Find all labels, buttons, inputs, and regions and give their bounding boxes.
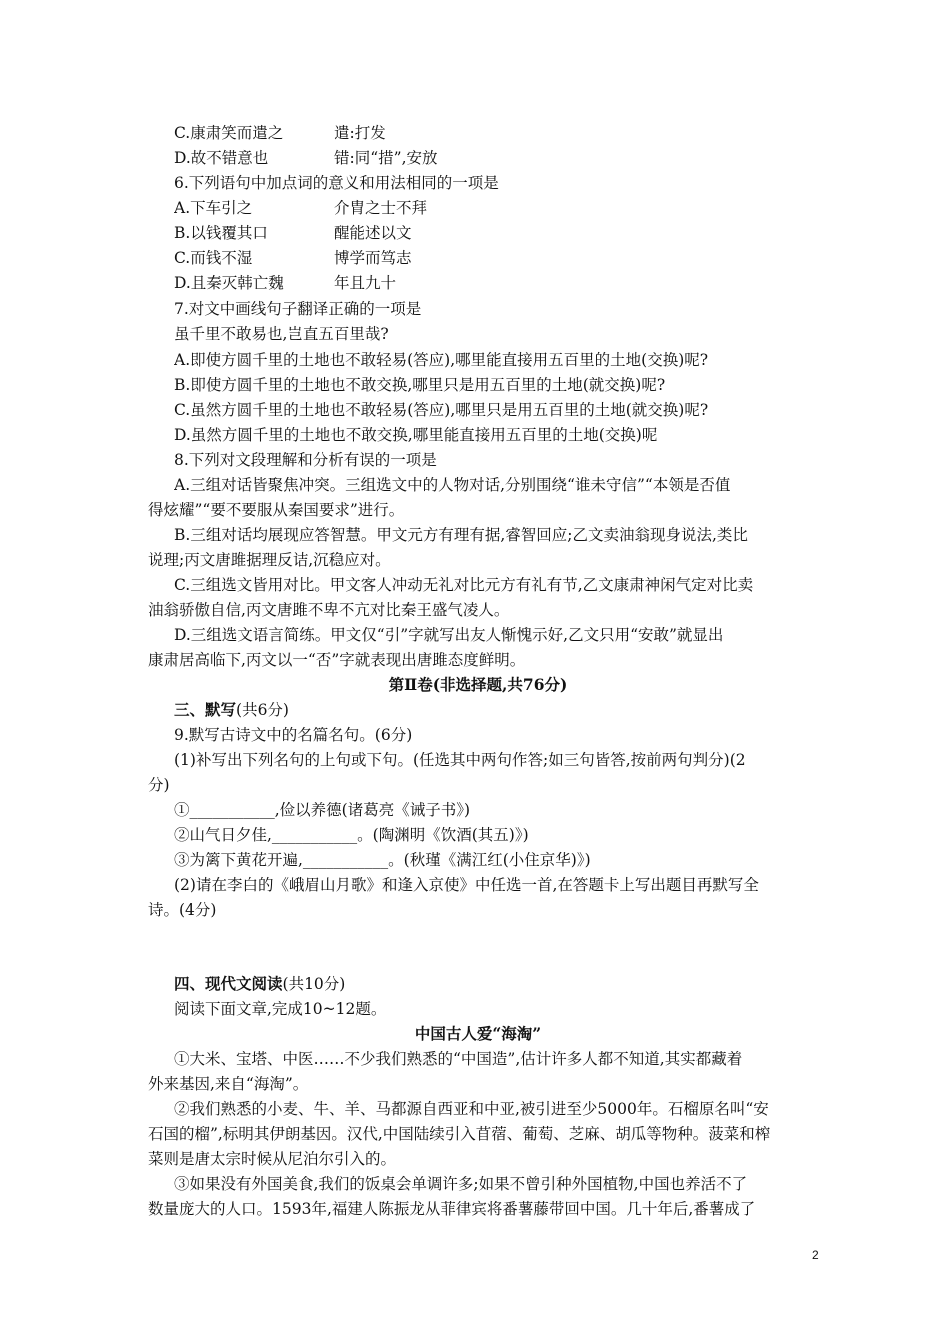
q5-option-d: D.故不错意也 错:同“措”,安放 xyxy=(174,149,438,167)
article-title: 中国古人爱“海淘” xyxy=(414,1024,542,1043)
q6-option-c: C.而钱不湿 博学而笃志 xyxy=(174,249,412,267)
section4-heading: 四、现代文阅读(共10分) xyxy=(174,974,346,993)
q9-part2-line2: 诗。(4分) xyxy=(148,901,217,919)
q9-part2-line1: (2)请在李白的《峨眉山月歌》和逢入京使》中任选一首,在答题卡上写出题目再默写全 xyxy=(174,876,759,894)
article-para2-line1: ②我们熟悉的小麦、牛、羊、马都源自西亚和中亚,被引进至少5000年。石榴原名叫“安 xyxy=(174,1100,769,1118)
q9-item-1: ①___________,俭以养德(诸葛亮《诫子书》) xyxy=(174,801,471,819)
q8-option-c-line1: C.三组选文皆用对比。甲文客人冲动无礼对比元方有礼有节,乙文康肃神闲气定对比卖 xyxy=(174,576,754,594)
q8-option-a-line1: A.三组对话皆聚焦冲突。三组选文中的人物对话,分别围绕“谁未守信”“本领是否值 xyxy=(174,476,731,494)
q9-stem: 9.默写古诗文中的名篇名句。(6分) xyxy=(174,726,413,744)
q7-option-c: C.虽然方圆千里的土地也不敢轻易(答应),哪里只是用五百里的土地(就交换)呢? xyxy=(174,401,709,419)
q9-part1-line2: 分) xyxy=(148,776,170,794)
q8-stem: 8.下列对文段理解和分析有误的一项是 xyxy=(174,451,437,469)
part2-title: 第Ⅱ卷(非选择题,共76分) xyxy=(388,675,568,694)
q8-option-c-line2: 油翁骄傲自信,丙文唐雎不卑不亢对比秦王盛气凌人。 xyxy=(148,601,510,619)
q7-option-a: A.即使方圆千里的土地也不敢轻易(答应),哪里能直接用五百里的土地(交换)呢? xyxy=(174,351,709,369)
article-para2-line2: 石国的榴”,标明其伊朗基因。汉代,中国陆续引入苜蓿、葡萄、芝麻、胡瓜等物种。菠菜和榨 xyxy=(148,1125,771,1143)
section4-intro: 阅读下面文章,完成10~12题。 xyxy=(174,1000,387,1018)
q8-option-a-line2: 得炫耀”“要不要服从秦国要求”进行。 xyxy=(148,501,405,519)
q7-stem: 7.对文中画线句子翻译正确的一项是 xyxy=(174,300,422,318)
q5-option-c: C.康肃笑而遣之 遣:打发 xyxy=(174,124,386,142)
q8-option-d-line1: D.三组选文语言简练。甲文仅“引”字就写出友人惭愧示好,乙文只用“安敢”就显出 xyxy=(174,626,724,644)
q6-option-b: B.以钱覆其口 醒能述以文 xyxy=(174,224,412,242)
page-number: 2 xyxy=(812,1248,819,1262)
q9-part1-line1: (1)补写出下列名句的上句或下句。(任选其中两句作答;如三句皆答,按前两句判分)(2 xyxy=(174,751,746,769)
q8-option-b-line1: B.三组对话均展现应答智慧。甲文元方有理有据,睿智回应;乙文卖油翁现身说法,类比 xyxy=(174,526,748,544)
article-para1-line1: ①大米、宝塔、中医……不少我们熟悉的“中国造”,估计许多人都不知道,其实都藏着 xyxy=(174,1050,743,1068)
article-para3-line2: 数量庞大的人口。1593年,福建人陈振龙从菲律宾将番薯藤带回中国。几十年后,番薯成了 xyxy=(148,1200,756,1218)
section3-heading: 三、默写(共6分) xyxy=(174,700,289,719)
q9-item-2: ②山气日夕佳,___________。(陶渊明《饮酒(其五)》) xyxy=(174,826,529,844)
article-para3-line1: ③如果没有外国美食,我们的饭桌会单调许多;如果不曾引种外国植物,中国也养活不了 xyxy=(174,1175,748,1193)
article-para2-line3: 菜则是唐太宗时候从尼泊尔引入的。 xyxy=(148,1150,397,1168)
q8-option-d-line2: 康肃居高临下,丙文以一“否”字就表现出唐雎态度鲜明。 xyxy=(148,651,526,669)
q6-option-d: D.且秦灭韩亡魏 年且九十 xyxy=(174,274,397,292)
q6-option-a: A.下车引之 介胄之士不拜 xyxy=(174,199,428,217)
q7-option-b: B.即使方圆千里的土地也不敢交换,哪里只是用五百里的土地(就交换)呢? xyxy=(174,376,666,394)
q7-option-d: D.虽然方圆千里的土地也不敢交换,哪里能直接用五百里的土地(交换)呢 xyxy=(174,426,658,444)
article-para1-line2: 外来基因,来自“海淘”。 xyxy=(148,1075,309,1093)
q8-option-b-line2: 说理;丙文唐雎据理反诘,沉稳应对。 xyxy=(148,551,391,569)
q6-stem: 6.下列语句中加点词的意义和用法相同的一项是 xyxy=(174,174,499,192)
q7-sentence: 虽千里不敢易也,岂直五百里哉? xyxy=(174,325,389,343)
q9-item-3: ③为篱下黄花开遍,___________。(秋瑾《满江红(小住京华)》) xyxy=(174,851,591,869)
